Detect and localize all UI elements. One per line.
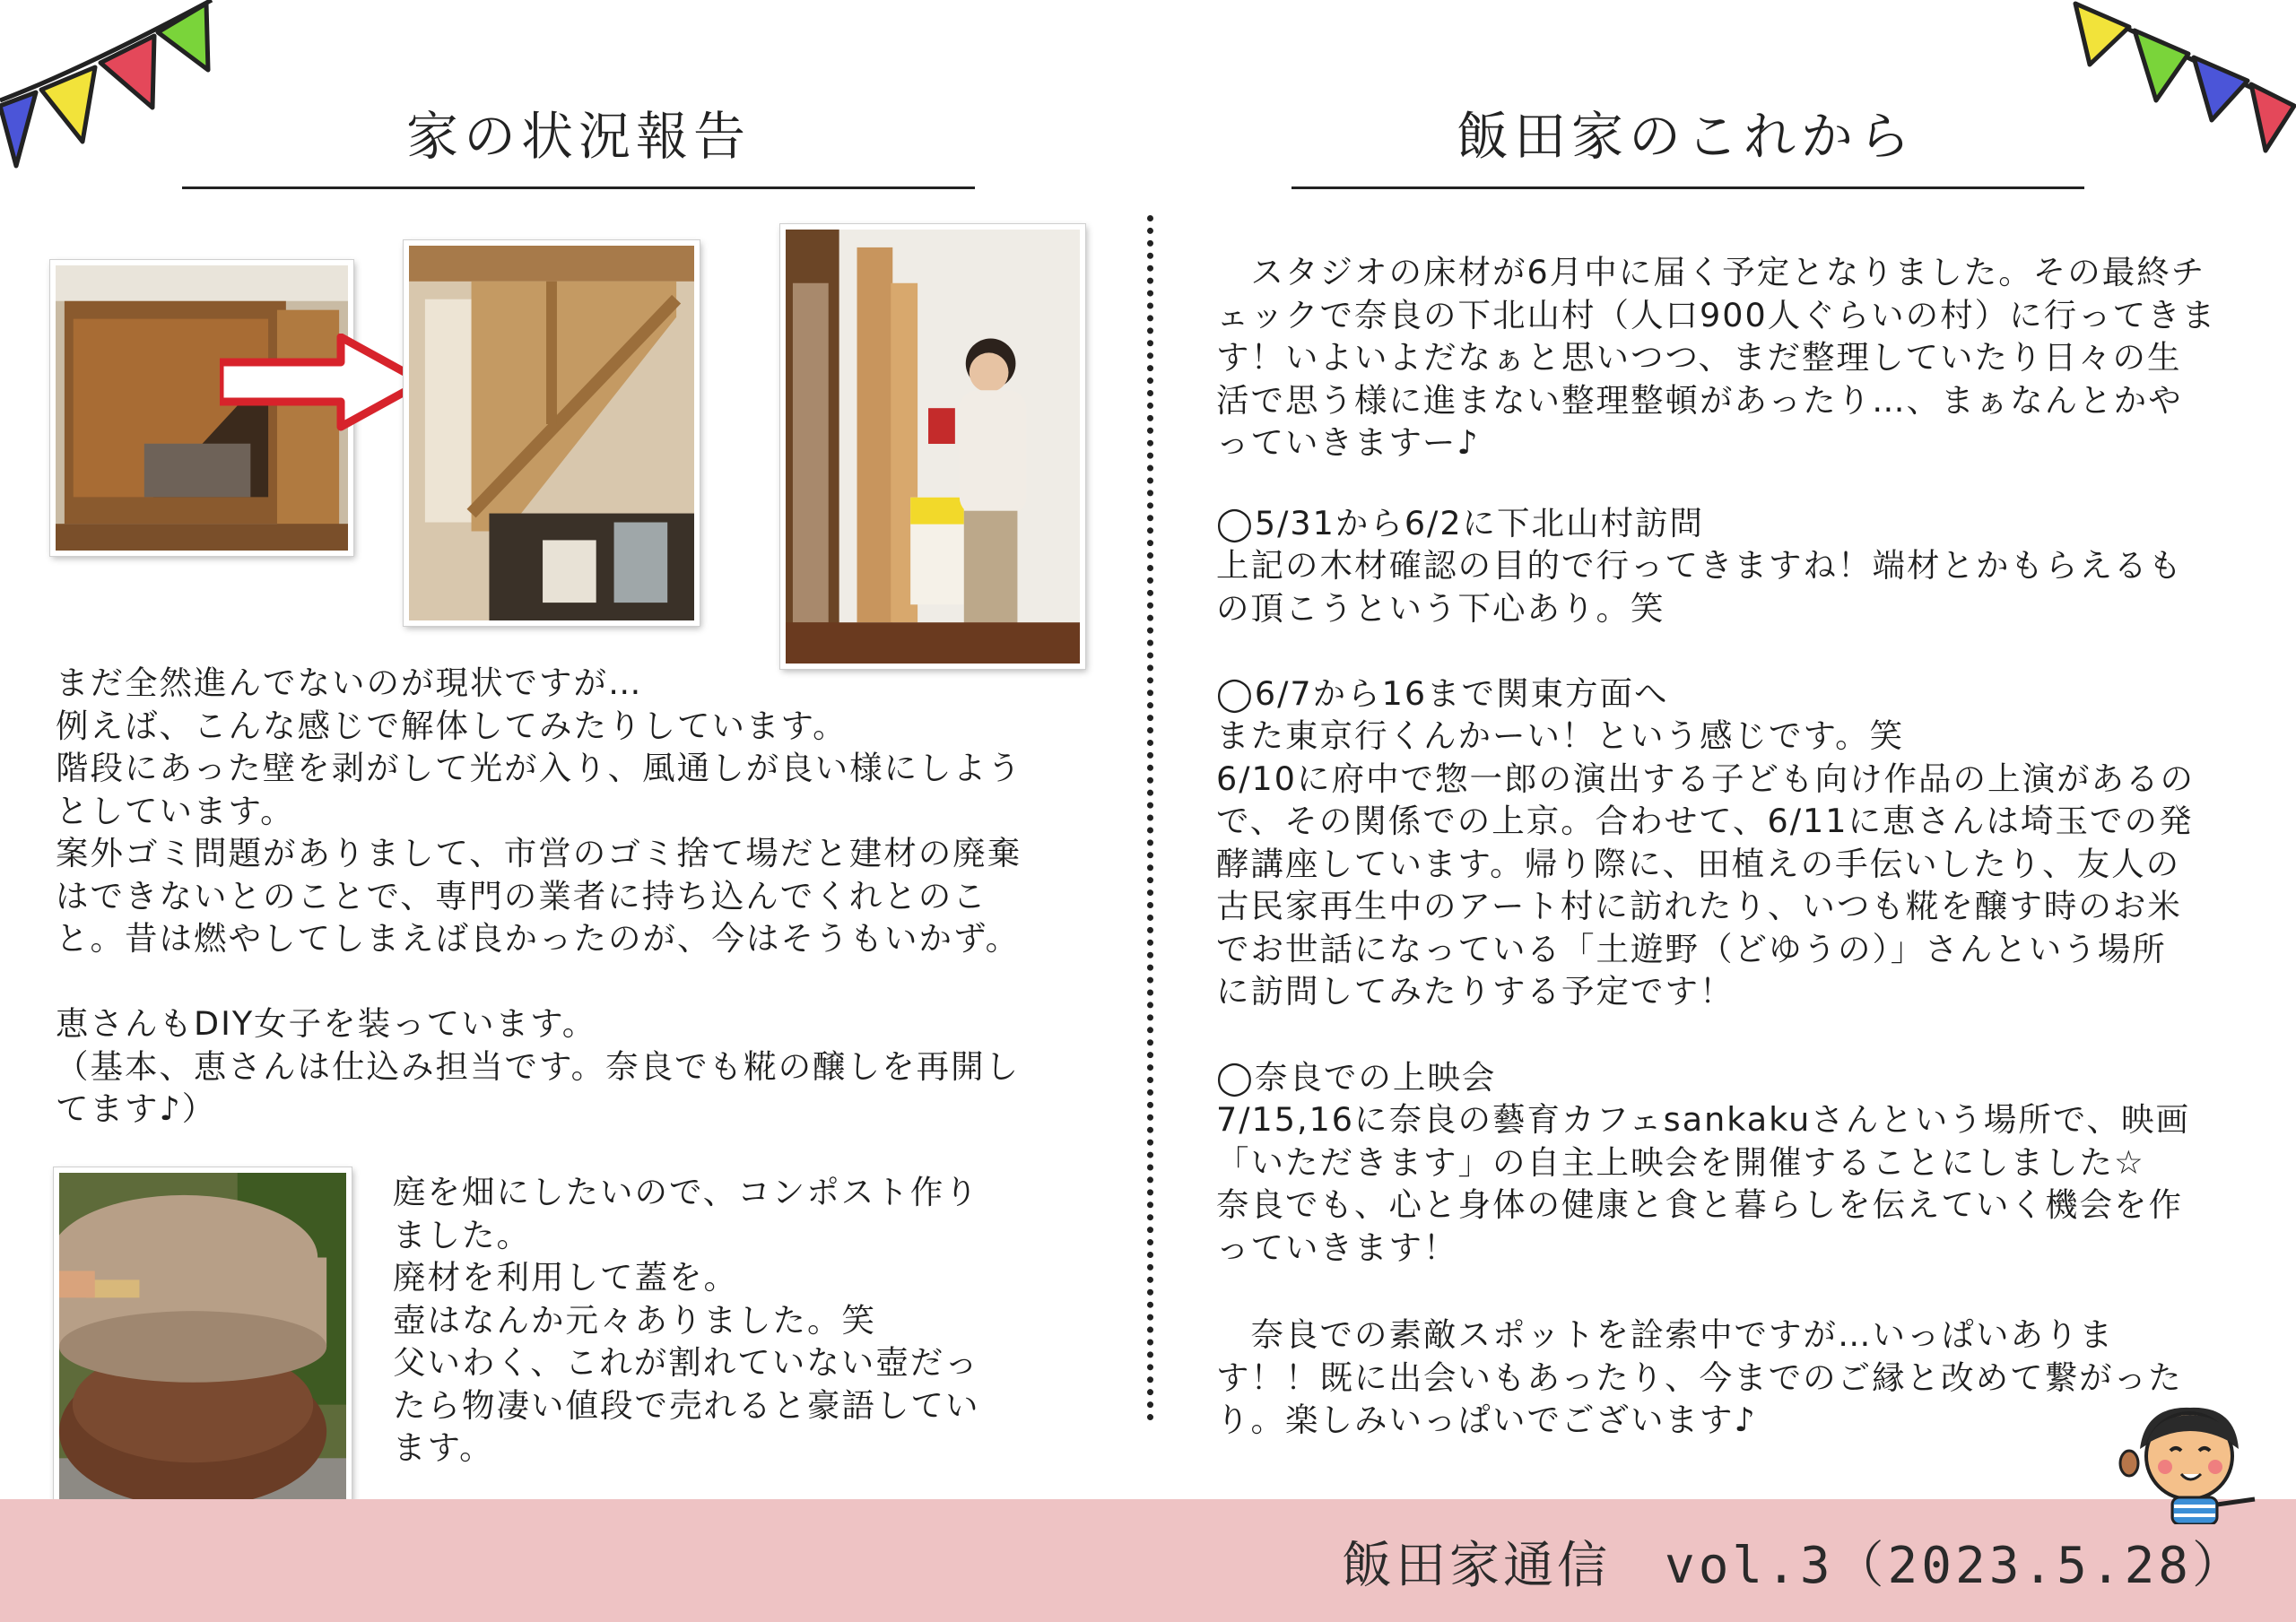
compost-text: 庭を畑にしたいので、コンポスト作り ました。 廃材を利用して蓋を。 壺はなんか元々ありました。笑 父いわく、これが割れていない壺だっ たら物凄い値段で売れると豪語してい ます。 [393,1173,980,1467]
column-divider [1147,215,1153,1421]
right-title-rule [1292,186,2084,189]
right-intro-text: スタジオの床材が6月中に届く予定となりました。その最終チ ェックで奈良の下北山村（人口900人ぐらいの村）に行ってきま す！いよいよだなぁと思いつつ、まだ整理していたり日々の生 活で思う様に進まない整理整頓があったり…、まぁなんとかや っていきますー♪ [1216,253,2217,462]
section-kanto-heading: ◯6/7から16まで関東方面へ [1216,674,1669,713]
footer-newsletter-label: 飯田家通信 vol.3（2023.5.28） [1341,1537,2246,1595]
left-body-text: まだ全然進んでないのが現状ですが… 例えば、こんな感じで解体してみたりしています。 階段にあった壁を剥がして光が入り、風通しが良い様にしよう としています。 案外ゴミ問題がありまして、市営のゴミ捨て場だと建材の廃棄 はできないとのことで、専門の業者に持ち込んでくれとのこ と。昔は燃やしてしまえば良かったのが、今はそうもいかず。 恵さんもDIY女子を装っています。 （基本、恵さんは仕込み担当です。奈良でも糀の醸しを再開し てます♪） [56,664,1022,1128]
photo-compost-pot [54,1167,352,1517]
section-screening-heading: ◯奈良での上映会 [1216,1058,1497,1097]
right-title: 飯田家のこれから [1456,106,1916,167]
arrow-right-icon [220,334,426,432]
child-mascot-icon [2118,1399,2262,1524]
section-shimokitayama-text: 上記の木材確認の目的で行ってきますね！端材とかもらえるも の頂こうという下心あり。笑 [1216,546,2183,628]
bunting-right [2063,0,2296,161]
section-kanto-text: また東京行くんかーい！という感じです。笑 6/10に府中で惣一郎の演出する子ども向け作品の上演があるの で、その関係での上京。合わせて、6/11に恵さんは埼玉での発 酵講座しています。帰り際に、田植えの手伝いしたり、友人の 古民家再生中のアート村に訪れたり、いつも糀を醸す時のお米 でお世話になっている「土遊野（どゆうの）」さんという場所 に訪問してみたりする予定です！ [1216,716,2195,1010]
photo-stair-after [404,240,700,626]
left-title: 家の状況報告 [405,106,751,167]
photo-woman-diy [780,224,1085,669]
left-title-rule [182,186,975,189]
footer-band [0,1499,2296,1622]
section-shimokitayama-heading: ◯5/31から6/2に下北山村訪問 [1216,504,1705,542]
section-screening-text: 7/15,16に奈良の藝育カフェsankakuさんという場所で、映画 「いただきます」の自主上映会を開催することにしました☆ 奈良でも、心と身体の健康と食と暮らしを伝えていく機会を作 っていきます！ [1216,1100,2190,1267]
closing-text: 奈良での素敵スポットを詮索中ですが…いっぱいありま す！！既に出会いもあったり、今までのご縁と改めて繋がった り。楽しみいっぱいでございます♪ [1216,1315,2183,1439]
